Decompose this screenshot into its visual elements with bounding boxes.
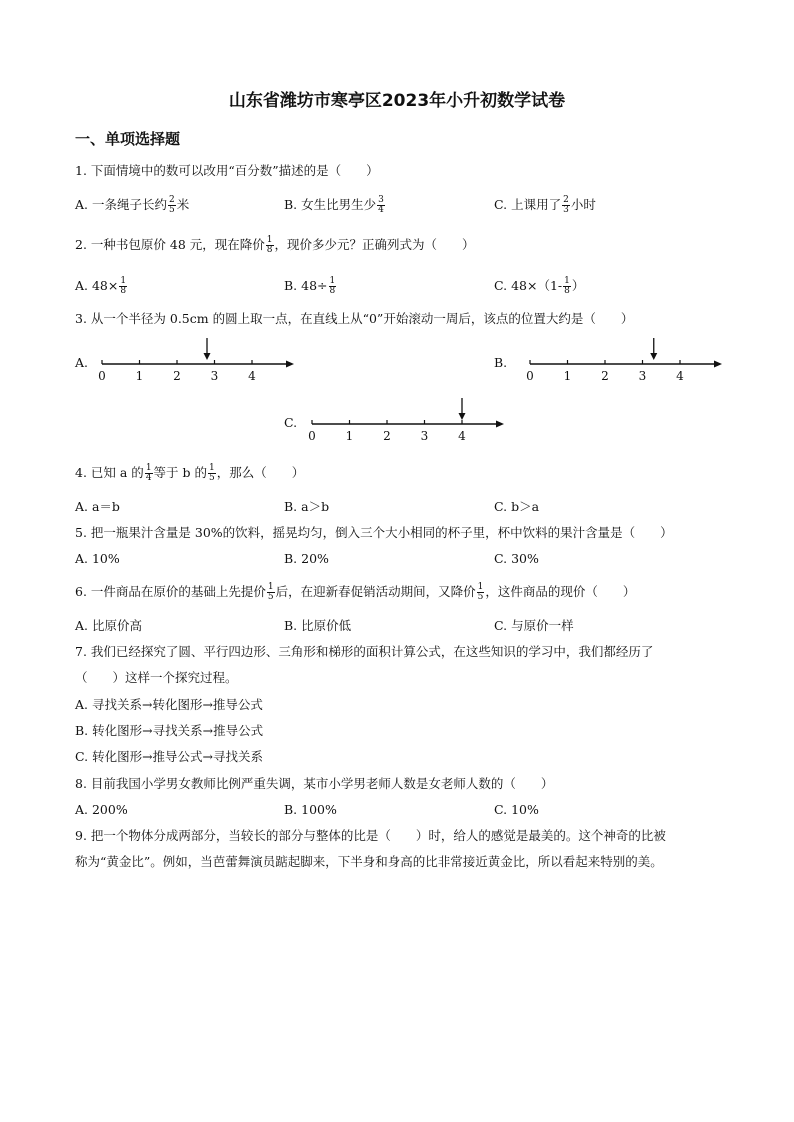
q8-option-b[interactable]: B. 100% <box>284 802 337 817</box>
q1-option-c[interactable]: C. 上课用了 $\frac{2}{3}$ 小时 <box>494 195 596 215</box>
tick-label: 3 <box>420 429 429 443</box>
question-3: 3. 从一个半径为 0.5cm 的圆上取一点，在直线上从“0”开始滚动一周后，该点的位置大约是（ ） <box>75 311 634 326</box>
question-4: 4. 已知 a 的 $\frac{1}{4}$ 等于 b 的 $\frac{1}{5}$ ，那么（ ） <box>75 463 305 483</box>
fraction: $\frac{1}{8}$ <box>564 276 570 296</box>
q2-option-a[interactable]: A. 48× $\frac{1}{8}$ <box>75 276 127 296</box>
question-8: 8. 目前我国小学男女教师比例严重失调，某市小学男老师人数是女老师人数的（ ） <box>75 776 554 791</box>
axis-arrowhead <box>714 361 722 368</box>
q7-option-a[interactable]: A. 寻找关系→转化图形→推导公式 <box>75 697 263 712</box>
q8-option-c[interactable]: C. 10% <box>494 802 539 817</box>
question-2: 2. 一种书包原价 48 元，现在降价 $\frac{1}{8}$ ，现价多少元？正确列式为（ ） <box>75 235 475 255</box>
q5-option-b[interactable]: B. 20% <box>284 551 329 566</box>
position-arrowhead <box>204 353 211 360</box>
question-9-line-1: 9. 把一个物体分成两部分，当较长的部分与整体的比是（ ）时，给人的感觉是最美的。这个神奇的比被 <box>75 828 666 843</box>
q3-option-b-label[interactable]: B. <box>494 355 508 370</box>
q3-option-c-label[interactable]: C. <box>284 415 298 430</box>
tick-label: 2 <box>601 369 609 383</box>
fraction: $\frac{1}{5}$ <box>209 463 215 483</box>
question-7-line-1: 7. 我们已经探究了圆、平行四边形、三角形和梯形的面积计算公式，在这些知识的学习中，我们都经历了 <box>75 644 654 659</box>
fraction: $\frac{2}{5}$ <box>168 195 175 215</box>
q3-number-line-b <box>524 336 724 386</box>
axis-arrowhead <box>496 421 504 428</box>
q5-option-a[interactable]: A. 10% <box>75 551 120 566</box>
question-9-line-2: 称为“黄金比”。例如，当芭蕾舞演员踮起脚来，下半身和身高的比非常接近黄金比，所以看起来特别的美。 <box>75 854 663 869</box>
q4-option-a[interactable]: A. a＝b <box>75 499 120 514</box>
fraction: $\frac{1}{8}$ <box>266 235 273 255</box>
q2-option-b[interactable]: B. 48÷ $\frac{1}{8}$ <box>284 276 336 296</box>
tick-label: 4 <box>458 429 466 443</box>
position-arrowhead <box>650 353 657 360</box>
q6-option-b[interactable]: B. 比原价低 <box>284 618 352 633</box>
tick-label: 3 <box>210 369 219 383</box>
position-arrowhead <box>459 413 466 420</box>
q1-option-a[interactable]: A. 一条绳子长约 $\frac{2}{5}$ 米 <box>75 195 190 215</box>
tick-label: 0 <box>526 369 534 383</box>
fraction: $\frac{1}{8}$ <box>329 276 336 296</box>
q7-option-c[interactable]: C. 转化图形→推导公式→寻找关系 <box>75 749 264 764</box>
page-title: 山东省潍坊市寒亭区2023年小升初数学试卷 <box>228 91 566 111</box>
q1-option-b[interactable]: B. 女生比男生少 $\frac{3}{4}$ <box>284 195 384 215</box>
q6-option-c[interactable]: C. 与原价一样 <box>494 618 574 633</box>
tick-label: 4 <box>676 369 684 383</box>
q4-option-c[interactable]: C. b＞a <box>494 499 540 514</box>
fraction: $\frac{1}{5}$ <box>267 582 274 602</box>
question-6: 6. 一件商品在原价的基础上先提价 $\frac{1}{5}$ 后，在迎新春促销活动期间，又降价 $\frac{1}{5}$ ，这件商品的现价（ ） <box>75 582 636 602</box>
fraction: $\frac{1}{5}$ <box>477 582 484 602</box>
tick-label: 0 <box>308 429 316 443</box>
fraction: $\frac{1}{4}$ <box>145 463 152 483</box>
q7-option-b[interactable]: B. 转化图形→寻找关系→推导公式 <box>75 723 264 738</box>
tick-label: 1 <box>135 369 144 383</box>
tick-label: 1 <box>345 429 354 443</box>
tick-label: 3 <box>638 369 647 383</box>
tick-label: 2 <box>383 429 391 443</box>
q2-option-c[interactable]: C. 48×（1- $\frac{1}{8}$ ） <box>494 276 585 296</box>
tick-label: 2 <box>173 369 181 383</box>
tick-label: 4 <box>248 369 256 383</box>
q3-number-line-c <box>306 396 506 446</box>
fraction: $\frac{2}{3}$ <box>563 195 569 215</box>
question-5: 5. 把一瓶果汁含量是 30%的饮料，摇晃均匀，倒入三个大小相同的杯子里，杯中饮料的果汁含量是（ ） <box>75 525 673 540</box>
question-7-line-2: （ ）这样一个探究过程。 <box>75 670 238 685</box>
axis-arrowhead <box>286 361 294 368</box>
q5-option-c[interactable]: C. 30% <box>494 551 539 566</box>
q6-option-a[interactable]: A. 比原价高 <box>75 618 142 633</box>
fraction: $\frac{3}{4}$ <box>378 195 384 215</box>
tick-label: 1 <box>563 369 572 383</box>
q3-number-line-a <box>96 336 296 386</box>
question-1: 1. 下面情境中的数可以改用“百分数”描述的是（ ） <box>75 163 379 178</box>
q3-option-a-label[interactable]: A. <box>75 355 89 370</box>
q8-option-a[interactable]: A. 200% <box>75 802 128 817</box>
section-heading: 一、单项选择题 <box>75 130 181 148</box>
tick-label: 0 <box>98 369 106 383</box>
q4-option-b[interactable]: B. a＞b <box>284 499 330 514</box>
fraction: $\frac{1}{8}$ <box>120 276 127 296</box>
